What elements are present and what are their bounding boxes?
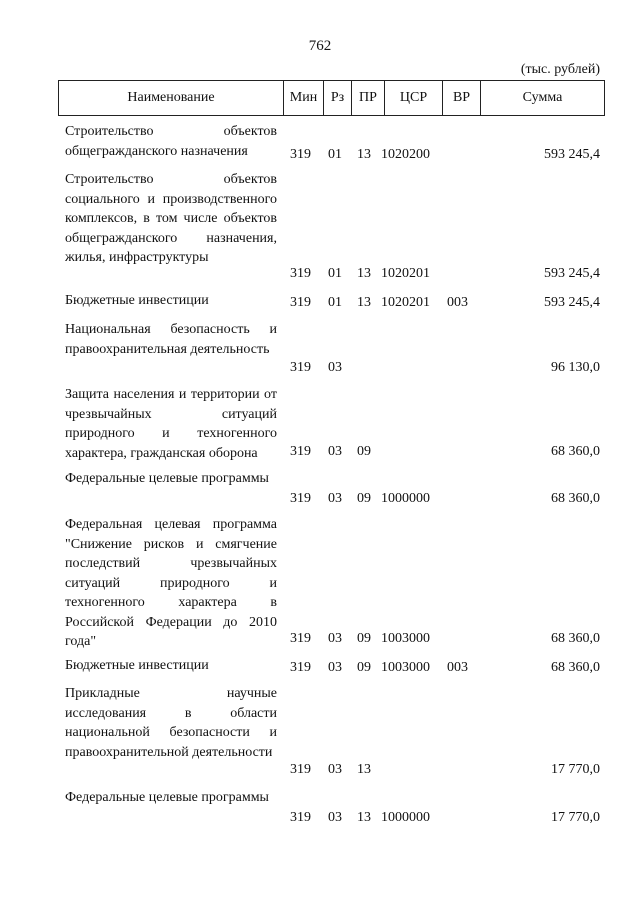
- row-csr: 1000000: [381, 491, 430, 506]
- row-sum: 17 770,0: [551, 810, 600, 825]
- row-pr: 13: [357, 147, 371, 162]
- row-pr: 09: [357, 660, 371, 675]
- row-pr: 09: [357, 631, 371, 646]
- row-name: Бюджетные инвестиции: [65, 293, 209, 308]
- row-min: 319: [290, 147, 311, 162]
- row-rz: 03: [328, 631, 342, 646]
- row-sum: 68 360,0: [551, 491, 600, 506]
- row-rz: 01: [328, 147, 342, 162]
- row-name: Строительство объектов социального и производственного комплексов, в том числе объектов общегражданского назначения, жилья, инфраструктуры: [65, 172, 277, 265]
- row-rz: 01: [328, 266, 342, 281]
- row-sum: 593 245,4: [544, 147, 600, 162]
- row-min: 319: [290, 444, 311, 459]
- row-vr: 003: [447, 295, 468, 310]
- row-rz: 03: [328, 810, 342, 825]
- row-min: 319: [290, 631, 311, 646]
- row-sum: 96 130,0: [551, 360, 600, 375]
- row-min: 319: [290, 266, 311, 281]
- units-label: (тыс. рублей): [520, 62, 600, 77]
- row-rz: 03: [328, 660, 342, 675]
- row-sum: 68 360,0: [551, 631, 600, 646]
- header-name: Наименование: [127, 90, 215, 105]
- row-min: 319: [290, 360, 311, 375]
- page-number: 762: [308, 38, 332, 54]
- row-name: Прикладные научные исследования в области национальной безопасности и правоохранительной деятельности: [65, 686, 277, 760]
- row-csr: 1020201: [381, 266, 430, 281]
- row-rz: 01: [328, 295, 342, 310]
- header-csr: ЦСР: [384, 81, 442, 115]
- row-pr: 13: [357, 810, 371, 825]
- row-min: 319: [290, 295, 311, 310]
- row-sum: 593 245,4: [544, 266, 600, 281]
- row-name: Строительство объектов общегражданского назначения: [65, 124, 277, 159]
- row-csr: 1003000: [381, 631, 430, 646]
- row-csr: 1020200: [381, 147, 430, 162]
- row-csr: 1000000: [381, 810, 430, 825]
- row-vr: 003: [447, 660, 468, 675]
- row-min: 319: [290, 762, 311, 777]
- row-csr: 1020201: [381, 295, 430, 310]
- row-name: Бюджетные инвестиции: [65, 658, 209, 673]
- row-rz: 03: [328, 491, 342, 506]
- row-rz: 03: [328, 762, 342, 777]
- row-pr: 13: [357, 762, 371, 777]
- row-sum: 17 770,0: [551, 762, 600, 777]
- row-min: 319: [290, 660, 311, 675]
- row-name: Защита населения и территории от чрезвычайных ситуаций природного и техногенного характера, гражданская оборона: [65, 387, 277, 461]
- row-pr: 09: [357, 491, 371, 506]
- header-vr: ВР: [442, 81, 480, 115]
- row-sum: 68 360,0: [551, 444, 600, 459]
- row-pr: 13: [357, 266, 371, 281]
- row-sum: 68 360,0: [551, 660, 600, 675]
- row-min: 319: [290, 810, 311, 825]
- header-rz: Рз: [323, 81, 351, 115]
- table-header: [58, 80, 605, 116]
- header-pr: ПР: [351, 81, 384, 115]
- row-name: Федеральные целевые программы: [65, 471, 269, 486]
- row-sum: 593 245,4: [544, 295, 600, 310]
- row-min: 319: [290, 491, 311, 506]
- row-rz: 03: [328, 360, 342, 375]
- row-csr: 1003000: [381, 660, 430, 675]
- row-name: Национальная безопасность и правоохранительная деятельность: [65, 322, 277, 357]
- row-name: Федеральные целевые программы: [65, 790, 269, 805]
- row-rz: 03: [328, 444, 342, 459]
- row-pr: 09: [357, 444, 371, 459]
- header-min: Мин: [283, 81, 323, 115]
- header-sum: Сумма: [480, 81, 604, 115]
- row-name: Федеральная целевая программа "Снижение рисков и смягчение последствий чрезвычайных ситуаций природного и техногенного характера в Российской Федерации до 2010 года": [65, 517, 277, 649]
- row-pr: 13: [357, 295, 371, 310]
